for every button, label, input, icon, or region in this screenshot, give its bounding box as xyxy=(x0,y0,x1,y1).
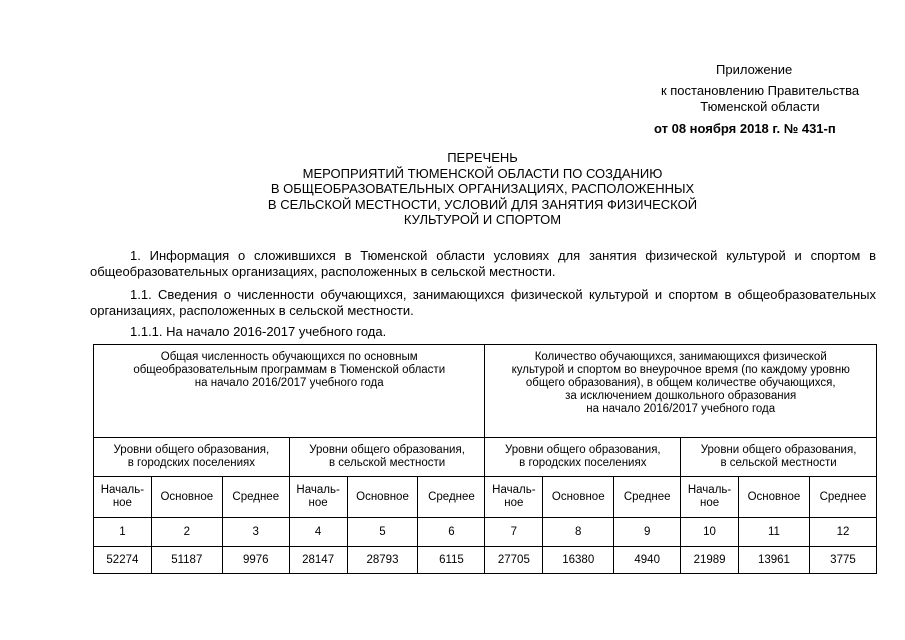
column-number: 10 xyxy=(681,518,739,547)
students-table xyxy=(93,344,877,574)
column-number: 7 xyxy=(485,518,543,547)
header-right-line1: Количество обучающихся, занимающихся физической xyxy=(534,351,827,363)
column-number: 2 xyxy=(151,518,222,547)
column-number: 11 xyxy=(738,518,809,547)
level-label-line1: Уровни общего образования, xyxy=(309,444,465,456)
paragraph-1-1-1: 1.1.1. На начало 2016-2017 учебного года. xyxy=(130,324,387,339)
title-line1: ПЕРЕЧЕНЬ xyxy=(447,150,518,165)
table-cell: 6115 xyxy=(418,547,485,574)
table-column-numbers-row xyxy=(94,518,877,547)
table-cell: 51187 xyxy=(151,547,222,574)
level-label-line1: Уровни общего образования, xyxy=(700,444,857,456)
sub-primary-a: Началь- xyxy=(687,484,732,496)
sub-secondary: Среднее xyxy=(809,477,876,518)
table-cell: 3775 xyxy=(809,547,876,574)
table-cell: 4940 xyxy=(614,547,681,574)
header-right-line2: культурой и спортом во внеурочное время (по каждому уровню xyxy=(511,364,850,376)
table-cell: 16380 xyxy=(543,547,614,574)
table-sublevels-row xyxy=(94,477,877,518)
sub-primary xyxy=(289,477,347,518)
level-urban-sport xyxy=(485,438,681,477)
header-total-students xyxy=(94,345,485,438)
title-line4: В СЕЛЬСКОЙ МЕСТНОСТИ, УСЛОВИЙ ДЛЯ ЗАНЯТИЯ ФИЗИЧЕСКОЙ xyxy=(267,196,698,212)
header-left-line1: Общая численность обучающихся по основным xyxy=(160,351,418,363)
sub-basic: Основное xyxy=(347,477,418,518)
table-cell: 28147 xyxy=(289,547,347,574)
title-line5: КУЛЬТУРОЙ И СПОРТОМ xyxy=(403,212,562,227)
sub-primary xyxy=(94,477,152,518)
title-line3: В ОБЩЕОБРАЗОВАТЕЛЬНЫХ ОРГАНИЗАЦИЯХ, РАСПОЛОЖЕННЫХ xyxy=(270,181,695,196)
table-header-group-row xyxy=(94,345,877,438)
table-levels-row xyxy=(94,438,877,477)
header-right-line3: общего образования), в общем количестве обучающихся, xyxy=(525,377,836,389)
column-number: 6 xyxy=(418,518,485,547)
column-number: 3 xyxy=(222,518,289,547)
sub-primary-b: ное xyxy=(699,497,720,509)
level-urban-total xyxy=(94,438,290,477)
sub-basic: Основное xyxy=(151,477,222,518)
sub-secondary: Среднее xyxy=(418,477,485,518)
date-number: от 08 ноября 2018 г. № 431-п xyxy=(654,121,836,136)
sub-primary-b: ное xyxy=(308,497,328,509)
table-cell: 21989 xyxy=(681,547,739,574)
document-title xyxy=(200,150,765,228)
sub-secondary: Среднее xyxy=(614,477,681,518)
resolution-line1: к постановлению Правительства xyxy=(660,83,860,98)
table-row xyxy=(94,547,877,574)
column-number: 4 xyxy=(289,518,347,547)
sub-primary-a: Началь- xyxy=(100,484,145,496)
resolution-line2: Тюменской области xyxy=(700,99,820,114)
sub-primary xyxy=(485,477,543,518)
paragraph-1-1: 1.1. Сведения о численности обучающихся, занимающихся физической культурой и спортом в общеобразовательных организациях, расположенных в сельской местности. xyxy=(90,287,876,318)
table-cell: 27705 xyxy=(485,547,543,574)
column-number: 9 xyxy=(614,518,681,547)
title-line2: МЕРОПРИЯТИЙ ТЮМЕНСКОЙ ОБЛАСТИ ПО СОЗДАНИЮ xyxy=(302,165,663,181)
header-left-line2: общеобразовательным программам в Тюменской области xyxy=(133,364,446,376)
level-label-line2: в городских поселениях xyxy=(127,457,255,469)
sub-primary-b: ное xyxy=(112,497,132,509)
table-cell: 13961 xyxy=(738,547,809,574)
column-number: 8 xyxy=(543,518,614,547)
appendix-label: Приложение xyxy=(716,62,793,77)
sub-primary xyxy=(681,477,739,518)
column-number: 1 xyxy=(94,518,152,547)
header-left-line3: на начало 2016/2017 учебного года xyxy=(194,377,384,389)
sub-basic: Основное xyxy=(543,477,614,518)
column-number: 5 xyxy=(347,518,418,547)
column-number: 12 xyxy=(809,518,876,547)
table-cell: 9976 xyxy=(222,547,289,574)
table-cell: 52274 xyxy=(94,547,152,574)
header-right-line4: за исключением дошкольного образования xyxy=(565,390,797,402)
level-label-line1: Уровни общего образования, xyxy=(113,444,270,456)
header-sport-students xyxy=(485,345,877,438)
resolution-ref xyxy=(640,83,880,115)
level-label-line1: Уровни общего образования, xyxy=(504,444,661,456)
sub-primary-a: Началь- xyxy=(296,484,340,496)
paragraph-1: 1. Информация о сложившихся в Тюменской области условиях для занятия физической культурой и спортом в общеобразовательных организациях, расположенных в сельской местности. xyxy=(90,248,876,279)
sub-primary-a: Началь- xyxy=(492,484,536,496)
sub-secondary: Среднее xyxy=(222,477,289,518)
sub-basic: Основное xyxy=(738,477,809,518)
header-right-line5: на начало 2016/2017 учебного года xyxy=(586,403,776,415)
level-rural-total xyxy=(289,438,485,477)
level-label-line2: в сельской местности xyxy=(328,457,446,469)
level-rural-sport xyxy=(681,438,877,477)
level-label-line2: в сельской местности xyxy=(720,457,837,469)
sub-primary-b: ное xyxy=(504,497,524,509)
table-cell: 28793 xyxy=(347,547,418,574)
level-label-line2: в городских поселениях xyxy=(519,457,647,469)
